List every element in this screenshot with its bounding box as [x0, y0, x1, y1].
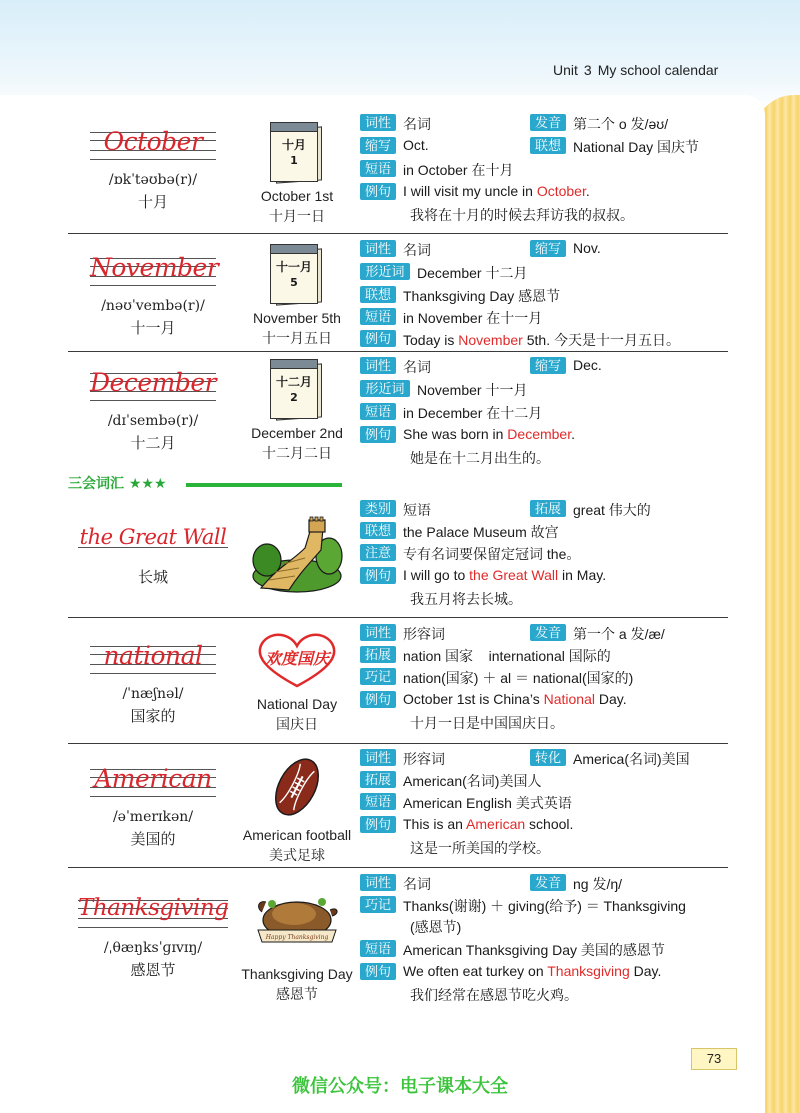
example-text: Today is [403, 332, 459, 348]
row-text: Dec. [573, 357, 602, 373]
row-text: Thanks(谢谢) ＋ giving(给予) ＝ Thanksgiving [403, 898, 686, 914]
example-row [360, 183, 590, 203]
picture-column [238, 355, 356, 463]
tag-label: 短语 [360, 793, 396, 810]
example-text: This is an [403, 816, 467, 832]
translation-row: 我将在十月的时候去拜访我的叔叔。 [410, 207, 634, 223]
tag-label: 发音 [530, 874, 566, 891]
example-highlight: November [458, 332, 523, 348]
row-text: 名词 [403, 359, 431, 375]
row-text: 名词 [403, 116, 431, 132]
caption-en: October 1st [260, 188, 334, 204]
tag-label: 词性 [360, 624, 396, 641]
info-row [360, 380, 527, 400]
picture-column [238, 628, 356, 734]
tag-label: 例句 [360, 816, 396, 833]
caption-en: November 5th [253, 310, 341, 326]
national-day-logo [247, 630, 347, 690]
row-text: Thanksgiving Day 感恩节 [403, 288, 561, 304]
picture-column [238, 118, 356, 226]
calendar-icon [270, 122, 324, 184]
info-row [360, 544, 580, 564]
row-text: American(名词)美国人 [403, 773, 542, 789]
row-text: American English 美式英语 [403, 795, 572, 811]
handwriting-lines [90, 640, 216, 680]
calendar-day: 2 [290, 391, 298, 404]
word-column [68, 126, 238, 212]
logo-text: 欢度国庆 [264, 649, 330, 668]
headword: American [94, 764, 212, 793]
word-column [68, 640, 238, 726]
row-text: ng 发/ŋ/ [573, 876, 623, 892]
row-text: Nov. [573, 240, 601, 256]
headword: October [103, 127, 203, 156]
info-row [360, 240, 601, 260]
row-text: National Day 国庆节 [573, 139, 700, 155]
row-text: the Palace Museum 故宫 [403, 524, 559, 540]
tag-label: 例句 [360, 183, 396, 200]
picture-column [238, 240, 356, 348]
tag-label: 短语 [360, 403, 396, 420]
phonetic: /ˌθæŋksˈɡɪvɪŋ/ [103, 940, 203, 956]
info-row [360, 793, 572, 813]
unit-label: Unit [553, 62, 578, 78]
row-text: America(名词)美国 [573, 751, 690, 767]
top-background [0, 0, 800, 110]
caption-cn: 感恩节 [276, 987, 318, 1003]
row-text: nation 国家 international 国际的 [403, 648, 611, 664]
calendar-month: 十二月 [275, 375, 312, 389]
row-text: 形容词 [403, 626, 445, 642]
handwriting-lines [90, 126, 216, 166]
tag-label: 转化 [530, 749, 566, 766]
caption-en: National Day [256, 696, 338, 712]
row-text: in November 在十一月 [403, 310, 543, 326]
tag-label: 类别 [360, 500, 396, 517]
caption-cn: 十二月二日 [262, 446, 332, 462]
info-row [360, 896, 686, 916]
caption-cn: 十月一日 [269, 209, 325, 225]
meaning: 十一月 [130, 319, 176, 337]
info-row [360, 308, 542, 328]
translation-row: 我五月将去长城。 [410, 591, 522, 607]
tag-label: 短语 [360, 160, 396, 177]
tag-label: 发音 [530, 624, 566, 641]
caption-cn: 美式足球 [269, 848, 325, 864]
calendar-month: 十一月 [275, 260, 312, 274]
row-text: December 十二月 [417, 265, 528, 281]
example-text: She was born in [403, 426, 508, 442]
calendar-icon [270, 359, 324, 421]
meaning: 十二月 [130, 434, 176, 452]
info-row [360, 500, 651, 520]
headword: Thanksgiving [78, 895, 229, 921]
example-text: Day. [594, 691, 627, 707]
example-text: We often eat turkey on [403, 963, 548, 979]
row-text: American Thanksgiving Day 美国的感恩节 [403, 942, 665, 958]
example-highlight: Thanksgiving [547, 963, 630, 979]
row-text: nation(国家) ＋ al ＝ national(国家的) [403, 670, 634, 686]
info-row [360, 940, 665, 960]
example-row [360, 567, 606, 587]
translation-row: 这是一所美国的学校。 [410, 840, 550, 856]
example-highlight: October [536, 183, 586, 199]
tag-label: 例句 [360, 691, 396, 708]
tag-label: 拓展 [530, 500, 566, 517]
row-text: 名词 [403, 876, 431, 892]
handwriting-lines [90, 763, 216, 803]
meaning: 长城 [137, 568, 168, 586]
row-text: in December 在十二月 [403, 405, 543, 421]
info-row [360, 357, 602, 377]
info-row [360, 624, 665, 644]
translation-row: 我们经常在感恩节吃火鸡。 [410, 987, 578, 1003]
info-row [360, 160, 513, 180]
headword: the Great Wall [79, 525, 227, 549]
tag-label: 缩写 [360, 137, 396, 154]
section-banner [68, 474, 348, 490]
translation-row: 十月一日是中国国庆日。 [410, 715, 564, 731]
meaning: 国家的 [130, 707, 176, 725]
tag-label: 词性 [360, 114, 396, 131]
headword: national [103, 641, 203, 670]
phonetic: /ɒkˈtəʊbə(r)/ [108, 172, 198, 188]
row-text: 短语 [403, 502, 431, 518]
turkey-banner-text: Happy Thanksgiving [265, 934, 329, 941]
meaning: 十月 [137, 193, 168, 211]
calendar-day: 1 [290, 154, 298, 167]
row-text: great 伟大的 [573, 502, 651, 518]
tag-label: 缩写 [530, 240, 566, 257]
example-text: Day. [629, 963, 662, 979]
banner-text: 三会词汇 [68, 476, 124, 492]
tag-label: 例句 [360, 426, 396, 443]
unit-number: 3 [583, 62, 592, 78]
info-row [360, 286, 560, 306]
handwriting-lines [90, 367, 216, 407]
tag-label: 巧记 [360, 896, 396, 913]
word-column [68, 252, 238, 338]
info-row [360, 522, 559, 542]
footer-watermark: 微信公众号：电子课本大全 [292, 1076, 508, 1097]
entry-american [68, 747, 728, 868]
example-highlight: the Great Wall [469, 567, 559, 583]
word-column [68, 522, 238, 587]
continuation-row: (感恩节) [410, 919, 462, 935]
info-row [360, 263, 527, 283]
handwriting-lines [78, 894, 228, 934]
calendar-month: 十月 [281, 138, 306, 152]
phonetic: /dɪˈsembə(r)/ [107, 413, 199, 429]
tag-label: 词性 [360, 749, 396, 766]
caption-cn: 国庆日 [276, 717, 318, 733]
example-text: . [585, 183, 590, 199]
tag-label: 词性 [360, 357, 396, 374]
meaning: 感恩节 [130, 961, 176, 979]
info-row [360, 137, 700, 157]
info-row [360, 646, 611, 666]
caption-cn: 十一月五日 [262, 331, 332, 347]
example-row [360, 426, 575, 446]
tag-label: 短语 [360, 940, 396, 957]
row-text: 名词 [403, 242, 431, 258]
info-row [360, 114, 669, 134]
handwriting-lines [78, 522, 228, 556]
picture-column [238, 886, 356, 1004]
info-row [360, 874, 623, 894]
example-row [360, 963, 661, 983]
tag-label: 联想 [360, 286, 396, 303]
phonetic: /ˈnæʃnəl/ [122, 686, 184, 702]
page-number: 73 [691, 1048, 737, 1070]
tag-label: 巧记 [360, 668, 396, 685]
example-text: October 1st is China’s [403, 691, 544, 707]
example-highlight: American [466, 816, 526, 832]
unit-title: My school calendar [597, 62, 719, 78]
entry-november [68, 238, 728, 352]
headword: December [90, 368, 217, 397]
tag-label: 拓展 [360, 771, 396, 788]
translation-row: 她是在十二月出生的。 [410, 450, 550, 466]
caption-en: Thanksgiving Day [241, 966, 353, 982]
handwriting-lines [90, 252, 219, 292]
tag-label: 拓展 [360, 646, 396, 663]
row-text: 专有名词要保留定冠词 the。 [403, 546, 581, 562]
calendar-day: 5 [290, 276, 298, 289]
tag-label: 例句 [360, 963, 396, 980]
caption-en: American football [242, 827, 352, 843]
example-text: 5th. 今天是十一月五日。 [522, 332, 680, 348]
tag-label: 联想 [530, 137, 566, 154]
example-row [360, 330, 680, 350]
picture-column [238, 749, 356, 865]
star-icons: ★★★ [128, 476, 167, 492]
entry-national [68, 622, 728, 744]
headword: November [90, 253, 219, 282]
example-highlight: National [543, 691, 595, 707]
row-text: 第二个 o 发/əʊ/ [573, 116, 669, 132]
tag-label: 形近词 [360, 263, 410, 280]
example-text: school. [525, 816, 574, 832]
page-header [553, 62, 724, 78]
banner-label [68, 473, 167, 493]
picture-column [238, 514, 356, 598]
info-row [360, 771, 541, 791]
phonetic: /nəʊˈvembə(r)/ [101, 298, 205, 314]
tag-label: 发音 [530, 114, 566, 131]
tag-label: 注意 [360, 544, 396, 561]
info-row [360, 668, 633, 688]
tag-label: 词性 [360, 240, 396, 257]
great-wall-illustration [251, 514, 343, 594]
entry-thanksgiving [68, 872, 728, 1012]
caption-en: December 2nd [251, 425, 343, 441]
banner-rule [186, 483, 342, 487]
tag-label: 短语 [360, 308, 396, 325]
example-row [360, 816, 573, 836]
row-text: 第一个 a 发/æ/ [573, 626, 665, 642]
example-text: I will visit my uncle in [403, 183, 537, 199]
tag-label: 联想 [360, 522, 396, 539]
tag-label: 例句 [360, 567, 396, 584]
tag-label: 形近词 [360, 380, 410, 397]
example-text: . [571, 426, 575, 442]
example-text: I will go to [403, 567, 470, 583]
example-highlight: December [507, 426, 572, 442]
example-row [360, 691, 627, 711]
info-row [360, 749, 690, 769]
phonetic: /əˈmerɪkən/ [112, 809, 194, 825]
row-text: 形容词 [403, 751, 445, 767]
info-row [360, 403, 542, 423]
word-column [68, 763, 238, 849]
row-text: November 十一月 [417, 382, 528, 398]
row-text: in October 在十月 [403, 162, 514, 178]
word-column [68, 894, 238, 980]
row-text: Oct. [403, 137, 429, 153]
entry-october [68, 112, 728, 234]
tag-label: 缩写 [530, 357, 566, 374]
tag-label: 例句 [360, 330, 396, 347]
meaning: 美国的 [130, 830, 176, 848]
calendar-icon [270, 244, 324, 306]
entry-december [68, 355, 728, 467]
turkey-illustration [252, 890, 342, 946]
example-text: in May. [558, 567, 607, 583]
entry-great-wall [68, 498, 728, 618]
football-illustration [269, 755, 325, 819]
tag-label: 词性 [360, 874, 396, 891]
word-column [68, 367, 238, 453]
